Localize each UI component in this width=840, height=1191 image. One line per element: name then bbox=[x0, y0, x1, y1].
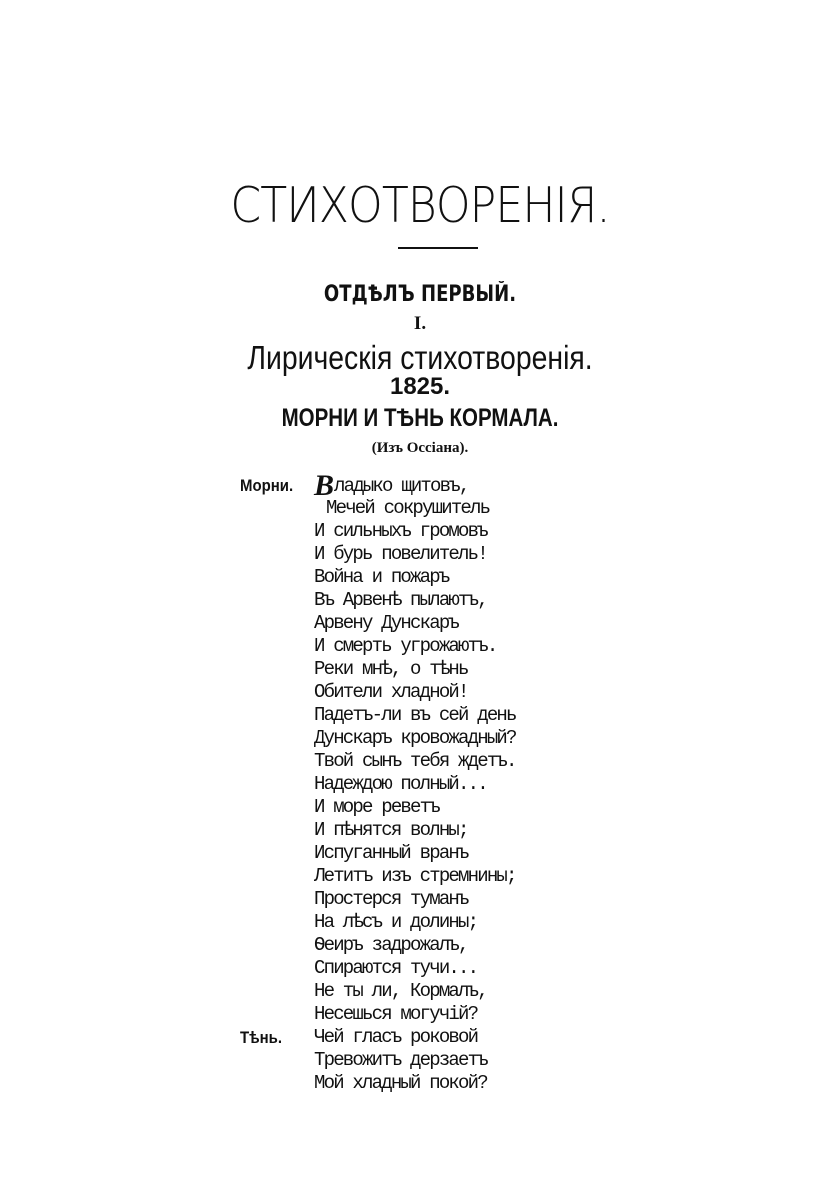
poem-line bbox=[240, 658, 680, 681]
verse-text: И бурь повелитель! bbox=[314, 543, 487, 565]
verse-text: Мечей сокрушитель bbox=[326, 497, 490, 519]
verse-text: Обители хладной! bbox=[314, 681, 468, 703]
poem-line bbox=[240, 635, 680, 658]
verse-text: Простерся туманъ bbox=[314, 888, 468, 910]
verse-text: Испуганный вранъ bbox=[314, 842, 468, 864]
title-divider bbox=[398, 247, 478, 249]
verse-text: Надеждою полный... bbox=[314, 773, 487, 795]
verse-text: Не ты ли, Кормалъ, bbox=[314, 980, 487, 1002]
verse-text: Несешься могучій? bbox=[314, 1003, 478, 1025]
verse-text: Дунскаръ кровожадный? bbox=[314, 727, 516, 749]
verse-text: Чей гласъ роковой bbox=[314, 1026, 478, 1048]
verse-text: Летитъ изъ стремнины; bbox=[314, 865, 516, 887]
poem-source: (Изъ Оссіана). bbox=[371, 440, 469, 456]
poem-line bbox=[240, 1003, 680, 1026]
verse-text: Тревожитъ дерзаетъ bbox=[314, 1049, 487, 1071]
speaker-label: Тѣнь. bbox=[240, 1028, 283, 1047]
poem-line bbox=[240, 1026, 680, 1049]
poem-line bbox=[240, 543, 680, 566]
poem-line bbox=[240, 1072, 680, 1095]
poem-line bbox=[240, 681, 680, 704]
verse-text: Падетъ-ли въ сей день bbox=[314, 704, 516, 726]
verse-text: На лѣсъ и долины; bbox=[314, 911, 478, 933]
poem-line bbox=[240, 469, 680, 502]
section-heading: ОТДѢЛЪ ПЕРВЫЙ. bbox=[323, 282, 517, 307]
verse-text bbox=[314, 469, 469, 502]
verse-text: Арвену Дунскаръ bbox=[314, 612, 459, 634]
poem-line bbox=[240, 727, 680, 750]
poem-line bbox=[240, 865, 680, 888]
verse-text: Твой сынъ тебя ждетъ. bbox=[314, 750, 516, 772]
poem-line bbox=[240, 842, 680, 865]
poem-body bbox=[240, 469, 680, 1095]
genre-heading: Лирическія стихотворенія. bbox=[247, 339, 593, 376]
verse-text: Въ Арвенѣ пылаютъ, bbox=[314, 589, 487, 611]
poem-line bbox=[240, 934, 680, 957]
poem-line bbox=[240, 566, 680, 589]
verse-text: Мой хладный покой? bbox=[314, 1072, 487, 1094]
verse-text: Война и пожаръ bbox=[314, 566, 449, 588]
poem-line bbox=[240, 796, 680, 819]
verse-text-rest: ладыко щитовъ, bbox=[334, 475, 469, 497]
poem-line bbox=[240, 980, 680, 1003]
verse-text: И сильныхъ громовъ bbox=[314, 520, 487, 542]
verse-text: И пѣнятся волны; bbox=[314, 819, 468, 841]
poem-title: МОРНИ И ТѢНЬ КОРМАЛА. bbox=[281, 404, 559, 432]
verse-text: Ѳеиръ задрожалъ, bbox=[314, 934, 468, 956]
poem-line bbox=[240, 819, 680, 842]
year-heading: 1825. bbox=[389, 373, 451, 400]
poem-line bbox=[240, 704, 680, 727]
drop-initial: В bbox=[314, 469, 335, 502]
poem-line bbox=[240, 589, 680, 612]
speaker-label: Морни. bbox=[240, 476, 294, 495]
part-number: I. bbox=[413, 313, 427, 334]
verse-text: И море реветъ bbox=[314, 796, 439, 818]
verse-text: Реки мнѣ, о тѣнь bbox=[314, 658, 468, 680]
verse-text: Спираются тучи... bbox=[314, 957, 478, 979]
poem-line bbox=[240, 957, 680, 980]
verse-text: И смерть угрожаютъ. bbox=[314, 635, 497, 657]
poem-line bbox=[240, 612, 680, 635]
poem-line bbox=[240, 520, 680, 543]
poem-line bbox=[240, 1049, 680, 1072]
poem-line bbox=[240, 888, 680, 911]
poem-line bbox=[240, 773, 680, 796]
poem-line bbox=[240, 911, 680, 934]
poem-line bbox=[240, 497, 680, 520]
poem-line bbox=[240, 750, 680, 773]
page-title: СТИХОТВОРЕНІЯ. bbox=[230, 177, 610, 234]
